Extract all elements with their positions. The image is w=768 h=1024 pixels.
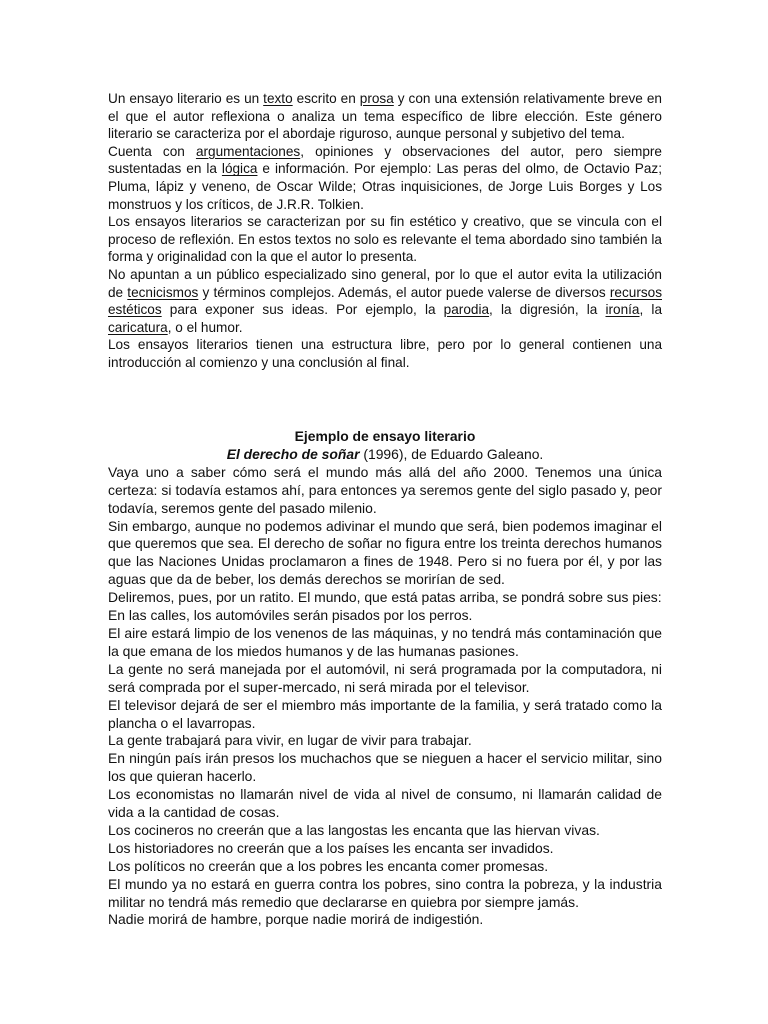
essay-paragraph: Los economistas no llamarán nivel de vida al nivel de consumo, ni llamarán calidad de vida a la cantidad de cosas. — [108, 786, 662, 821]
intro-paragraph: Los ensayos literarios tienen una estructura libre, pero por lo general contienen una introducción al comienzo y una conclusión al final. — [108, 337, 662, 370]
text-span: y con una extensión relativamente breve en el que el autor reflexiona o analiza un tema específico de libre elección. Este género literario se caracteriza por el abordaje riguroso, aunque personal y subjetivo del tema. — [108, 91, 662, 142]
essay-paragraph: El mundo ya no estará en guerra contra los pobres, sino contra la pobreza, y la industria militar no tendrá más remedio que declararse en quiebra por siempre jamás. — [108, 875, 662, 910]
link-ironia[interactable]: ironía — [605, 302, 640, 318]
link-logica[interactable]: lógica — [221, 161, 258, 177]
essay-title: El derecho de soñar — [226, 445, 360, 462]
essay-title-rest: (1996), de Eduardo Galeano. — [359, 445, 544, 462]
link-tecnicismos[interactable]: tecnicismos — [127, 284, 199, 300]
text-span: , opiniones y observaciones del autor, pero siempre sustentadas en la — [108, 143, 662, 177]
text-span: , o el humor. — [167, 319, 243, 335]
essay-paragraph: El aire estará limpio de los venenos de las máquinas, y no tendrá más contaminación que la que emana de los miedos humanos y de las humanas pasiones. — [108, 624, 662, 659]
intro-section — [108, 90, 662, 372]
text-span: escrito en — [292, 91, 360, 106]
text-span: , la — [639, 302, 662, 318]
essay-paragraph: El televisor dejará de ser el miembro más importante de la familia, y será tratado como la plancha o el lavarropas. — [108, 696, 662, 731]
link-argumentaciones[interactable]: argumentaciones — [195, 143, 301, 159]
essay-paragraph: Nadie morirá de hambre, porque nadie morirá de indigestión. — [108, 911, 484, 928]
intro-paragraph — [108, 90, 662, 143]
essay-paragraph: Los cocineros no creerán que a las langostas les encanta que las hiervan vivas. — [108, 821, 600, 838]
intro-paragraph — [108, 143, 662, 213]
essay-paragraph: Deliremos, pues, por un ratito. El mundo, que está patas arriba, se pondrá sobre sus pies: — [108, 589, 662, 606]
link-caricatura[interactable]: caricatura — [108, 319, 168, 335]
essay-paragraph: En ningún país irán presos los muchachos que se nieguen a hacer el servicio militar, sino los que quieran hacerlo. — [108, 750, 662, 785]
essay-section — [108, 428, 662, 929]
essay-body — [108, 464, 662, 930]
text-span: para exponer sus ideas. Por ejemplo, la — [161, 302, 444, 318]
essay-paragraph: Sin embargo, aunque no podemos adivinar el mundo que será, bien podemos imaginar el que queremos que sea. El derecho de soñar no figura entre los treinta derechos humanos que las Naciones Unidas proclamaron a fines de 1948. Pero si no fuera por él, y por las aguas que da de beber, los demás derechos se morirían de sed. — [108, 517, 662, 588]
intro-paragraph: Los ensayos literarios se caracterizan por su fin estético y creativo, que se vincula con el proceso de reflexión. En estos textos no solo es relevante el tema abordado sino también la forma y originalidad con la que el autor lo presenta. — [108, 214, 662, 265]
text-span: No apuntan a un público especializado sino general, por lo que el autor evita la utilización de — [108, 266, 662, 300]
essay-paragraph: Los historiadores no creerán que a los países les encanta ser invadidos. — [108, 839, 554, 856]
essay-title-line — [108, 446, 662, 464]
text-span: Un ensayo literario es un — [108, 91, 264, 106]
essay-paragraph: La gente trabajará para vivir, en lugar de vivir para trabajar. — [108, 732, 472, 749]
essay-heading: Ejemplo de ensayo literario — [294, 428, 476, 444]
link-parodia[interactable]: parodia — [443, 302, 490, 318]
essay-paragraph: En las calles, los automóviles serán pisados por los perros. — [108, 607, 473, 624]
link-prosa[interactable]: prosa — [359, 91, 394, 106]
text-span: y términos complejos. Además, el autor puede valerse de diversos — [198, 284, 610, 300]
link-recursos-esteticos[interactable]: recursos estéticos — [108, 284, 662, 318]
text-span: , la digresión, la — [489, 302, 606, 318]
essay-paragraph: La gente no será manejada por el automóvil, ni será programada por la computadora, ni será comprada por el super-mercado, ni será mirada por el televisor. — [108, 660, 662, 695]
essay-paragraph: Los políticos no creerán que a los pobres les encanta comer promesas. — [108, 857, 549, 874]
link-texto[interactable]: texto — [263, 91, 293, 106]
text-span: e información. Por ejemplo: Las peras del olmo, de Octavio Paz; Pluma, lápiz y veneno, de Oscar Wilde; Otras inquisiciones, de Jorge Luis Borges y Los monstruos y los críticos, de J.R.R. Tolkien. — [108, 161, 662, 212]
intro-paragraph — [108, 266, 662, 336]
text-span: Cuenta con — [108, 143, 196, 159]
essay-paragraph: Vaya uno a saber cómo será el mundo más allá del año 2000. Tenemos una única certeza: si todavía estamos ahí, para entonces ya seremos gente del siglo pasado y, peor todavía, seremos gente del pasado milenio. — [108, 463, 662, 516]
